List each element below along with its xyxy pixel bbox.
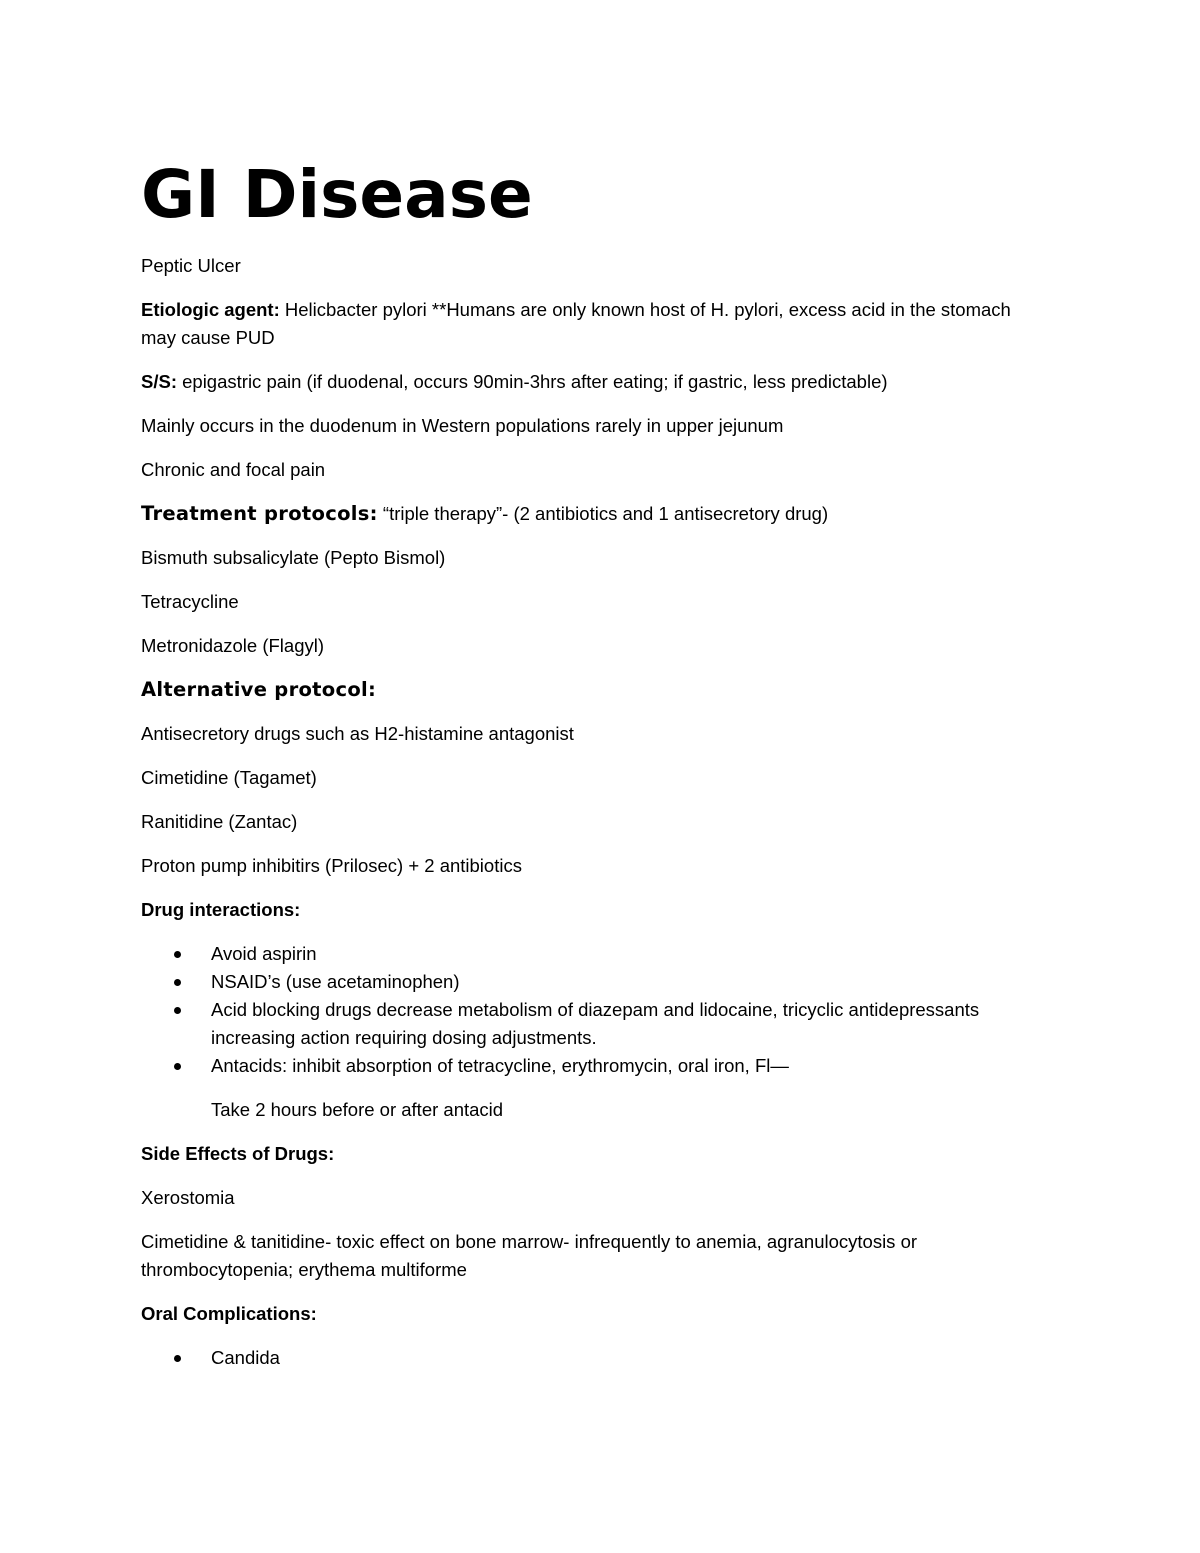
treatment-item: Tetracycline — [141, 591, 239, 612]
bullet-icon — [174, 979, 181, 986]
treatment-text: “triple therapy”- (2 antibiotics and 1 antisecretory drug) — [377, 503, 829, 524]
interactions-heading: Drug interactions: — [141, 899, 301, 920]
list-item: NSAID’s (use acetaminophen) — [141, 968, 1041, 996]
side-effects-item: Cimetidine & tanitidine- toxic effect on bone marrow- infrequently to anemia, agranulocytosis or thrombocytopenia; erythema multiforme — [141, 1231, 918, 1280]
side-effects-heading: Side Effects of Drugs: — [141, 1143, 335, 1164]
ss-text: epigastric pain (if duodenal, occurs 90min-3hrs after eating; if gastric, less predictable) — [176, 371, 888, 392]
treatment-label: Treatment protocols: — [141, 502, 378, 525]
document-title: GI Disease — [141, 156, 533, 233]
bullet-icon — [174, 1355, 181, 1362]
list-item: Candida — [141, 1344, 1041, 1372]
list-item: Antacids: inhibit absorption of tetracycline, erythromycin, oral iron, Fl— — [141, 1052, 1041, 1080]
interactions-list — [141, 940, 1041, 1080]
oral-complications-heading: Oral Complications: — [141, 1303, 317, 1324]
list-item: Avoid aspirin — [141, 940, 1041, 968]
document-page — [141, 150, 1041, 1376]
ss-label: S/S: — [141, 371, 177, 392]
ss-paragraph — [141, 368, 1041, 396]
bullet-icon — [174, 1063, 181, 1070]
alternative-item: Cimetidine (Tagamet) — [141, 767, 317, 788]
bullet-icon — [174, 1007, 181, 1014]
alternative-heading — [141, 676, 1041, 704]
treatment-item: Metronidazole (Flagyl) — [141, 635, 325, 656]
treatment-paragraph — [141, 500, 1041, 528]
alternative-item: Proton pump inhibitirs (Prilosec) + 2 antibiotics — [141, 855, 522, 876]
etiologic-text: Helicbacter pylori **Humans are only known host of H. pylori, excess acid in the stomach may cause PUD — [141, 299, 1011, 348]
bullet-icon — [174, 951, 181, 958]
etiologic-label: Etiologic agent: — [141, 299, 280, 320]
oral-complications-list — [141, 1344, 1041, 1372]
antacid-note: Take 2 hours before or after antacid — [211, 1099, 504, 1120]
list-item: Acid blocking drugs decrease metabolism of diazepam and lidocaine, tricyclic antidepressants increasing action requiring dosing adjustments. — [141, 996, 1041, 1052]
alternative-item: Ranitidine (Zantac) — [141, 811, 298, 832]
treatment-item: Bismuth subsalicylate (Pepto Bismol) — [141, 547, 446, 568]
alternative-item: Antisecretory drugs such as H2-histamine antagonist — [141, 723, 574, 744]
alternative-label: Alternative protocol: — [141, 678, 377, 701]
subtitle-peptic-ulcer: Peptic Ulcer — [141, 255, 241, 276]
side-effects-item: Xerostomia — [141, 1187, 235, 1208]
chronic-paragraph: Chronic and focal pain — [141, 459, 326, 480]
etiologic-paragraph — [141, 296, 1041, 352]
occurs-paragraph: Mainly occurs in the duodenum in Western populations rarely in upper jejunum — [141, 415, 784, 436]
